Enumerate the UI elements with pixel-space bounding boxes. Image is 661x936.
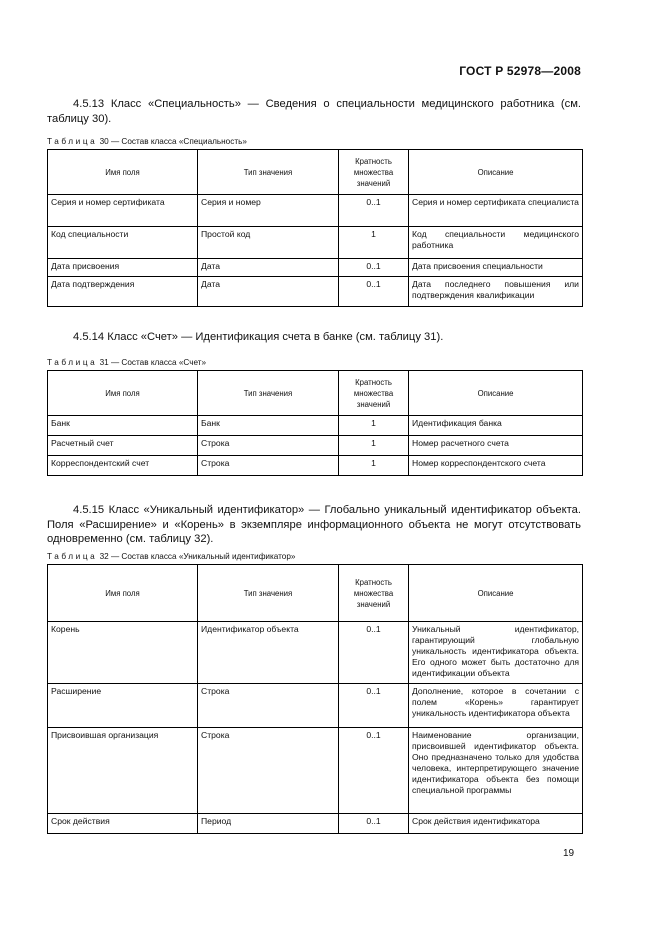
header-value-type: Тип значения xyxy=(198,150,339,195)
header-value-type: Тип значения xyxy=(198,371,339,416)
cell-desc: Наименование организации, присвоившей идентификатор объекта. Оно предназначено только для удобства человека, интерпретирующего значение идентификатора объекта без помощи специальной программы xyxy=(409,728,583,814)
caption-text: 31 — Состав класса «Счет» xyxy=(97,358,207,367)
cell-desc: Код специальности медицинского работника xyxy=(409,227,583,259)
cell-mult: 0..1 xyxy=(339,195,409,227)
header-multiplicity: Кратность множества значений xyxy=(339,371,409,416)
cell-desc: Срок действия идентификатора xyxy=(409,814,583,834)
table-caption xyxy=(47,137,247,146)
cell-type: Идентификатор объекта xyxy=(198,622,339,684)
section-paragraph xyxy=(47,503,581,547)
cell-desc: Номер корреспондентского счета xyxy=(409,456,583,476)
cell-mult: 0..1 xyxy=(339,814,409,834)
cell-type: Серия и номер xyxy=(198,195,339,227)
cell-field: Присвоившая организация xyxy=(48,728,198,814)
caption-text: 32 — Состав класса «Уникальный идентификатор» xyxy=(97,552,296,561)
cell-field: Расчетный счет xyxy=(48,436,198,456)
table-32 xyxy=(47,564,583,834)
cell-type: Строка xyxy=(198,436,339,456)
cell-field: Срок действия xyxy=(48,814,198,834)
caption-prefix: Таблица xyxy=(47,137,98,146)
table-row xyxy=(48,195,583,227)
cell-type: Период xyxy=(198,814,339,834)
table-row xyxy=(48,814,583,834)
caption-prefix: Таблица xyxy=(47,358,98,367)
paragraph-text: 4.5.15 Класс «Уникальный идентификатор» — Глобально уникальный идентификатор объекта. Поля «Расширение» и «Корень» в экземпляре информационного объекта не могут отсутствовать одновременно (см. таблицу 32). xyxy=(47,504,581,545)
cell-mult: 1 xyxy=(339,456,409,476)
cell-mult: 0..1 xyxy=(339,684,409,728)
table-31 xyxy=(47,370,583,476)
cell-mult: 1 xyxy=(339,416,409,436)
cell-desc: Уникальный идентификатор, гарантирующий глобальную уникальность идентификатора объекта. Его одного может быть достаточно для идентификации объекта xyxy=(409,622,583,684)
cell-desc: Дополнение, которое в сочетании с полем «Корень» гарантирует уникальность идентификатора объекта xyxy=(409,684,583,728)
table-row xyxy=(48,436,583,456)
cell-type: Строка xyxy=(198,728,339,814)
table-caption xyxy=(47,358,206,367)
table-row xyxy=(48,684,583,728)
cell-field: Расширение xyxy=(48,684,198,728)
paragraph-text: 4.5.14 Класс «Счет» — Идентификация счета в банке (см. таблицу 31). xyxy=(73,331,444,343)
cell-type: Дата xyxy=(198,259,339,277)
cell-field: Серия и номер сертификата xyxy=(48,195,198,227)
table-row xyxy=(48,259,583,277)
cell-mult: 0..1 xyxy=(339,259,409,277)
table-header-row xyxy=(48,150,583,195)
cell-field: Дата подтверждения xyxy=(48,277,198,307)
cell-mult: 0..1 xyxy=(339,728,409,814)
cell-field: Банк xyxy=(48,416,198,436)
table-header-row xyxy=(48,565,583,622)
cell-type: Строка xyxy=(198,684,339,728)
cell-mult: 0..1 xyxy=(339,277,409,307)
cell-desc: Дата присвоения специальности xyxy=(409,259,583,277)
header-value-type: Тип значения xyxy=(198,565,339,622)
cell-type: Банк xyxy=(198,416,339,436)
cell-desc: Номер расчетного счета xyxy=(409,436,583,456)
cell-mult: 0..1 xyxy=(339,622,409,684)
header-field-name: Имя поля xyxy=(48,150,198,195)
cell-desc: Идентификация банка xyxy=(409,416,583,436)
table-row xyxy=(48,728,583,814)
table-row xyxy=(48,622,583,684)
cell-type: Строка xyxy=(198,456,339,476)
caption-text: 30 — Состав класса «Специальность» xyxy=(97,137,247,146)
cell-mult: 1 xyxy=(339,436,409,456)
page-number: 19 xyxy=(563,848,575,859)
cell-desc: Дата последнего повышения или подтверждения квалификации xyxy=(409,277,583,307)
section-paragraph xyxy=(47,97,581,126)
cell-desc: Серия и номер сертификата специалиста xyxy=(409,195,583,227)
table-row xyxy=(48,277,583,307)
paragraph-text: 4.5.13 Класс «Специальность» — Сведения о специальности медицинского работника (см. таблицу 30). xyxy=(47,98,581,125)
header-multiplicity: Кратность множества значений xyxy=(339,565,409,622)
cell-type: Простой код xyxy=(198,227,339,259)
header-description: Описание xyxy=(409,565,583,622)
header-field-name: Имя поля xyxy=(48,565,198,622)
header-multiplicity: Кратность множества значений xyxy=(339,150,409,195)
cell-field: Дата присвоения xyxy=(48,259,198,277)
caption-prefix: Таблица xyxy=(47,552,98,561)
header-field-name: Имя поля xyxy=(48,371,198,416)
table-header-row xyxy=(48,371,583,416)
table-30 xyxy=(47,149,583,307)
table-row xyxy=(48,456,583,476)
document-standard-id: ГОСТ Р 52978—2008 xyxy=(459,64,581,78)
header-description: Описание xyxy=(409,150,583,195)
cell-type: Дата xyxy=(198,277,339,307)
cell-mult: 1 xyxy=(339,227,409,259)
header-description: Описание xyxy=(409,371,583,416)
table-caption xyxy=(47,552,295,561)
table-row xyxy=(48,416,583,436)
cell-field: Корень xyxy=(48,622,198,684)
cell-field: Код специальности xyxy=(48,227,198,259)
table-row xyxy=(48,227,583,259)
section-paragraph xyxy=(47,330,581,345)
cell-field: Корреспондентский счет xyxy=(48,456,198,476)
